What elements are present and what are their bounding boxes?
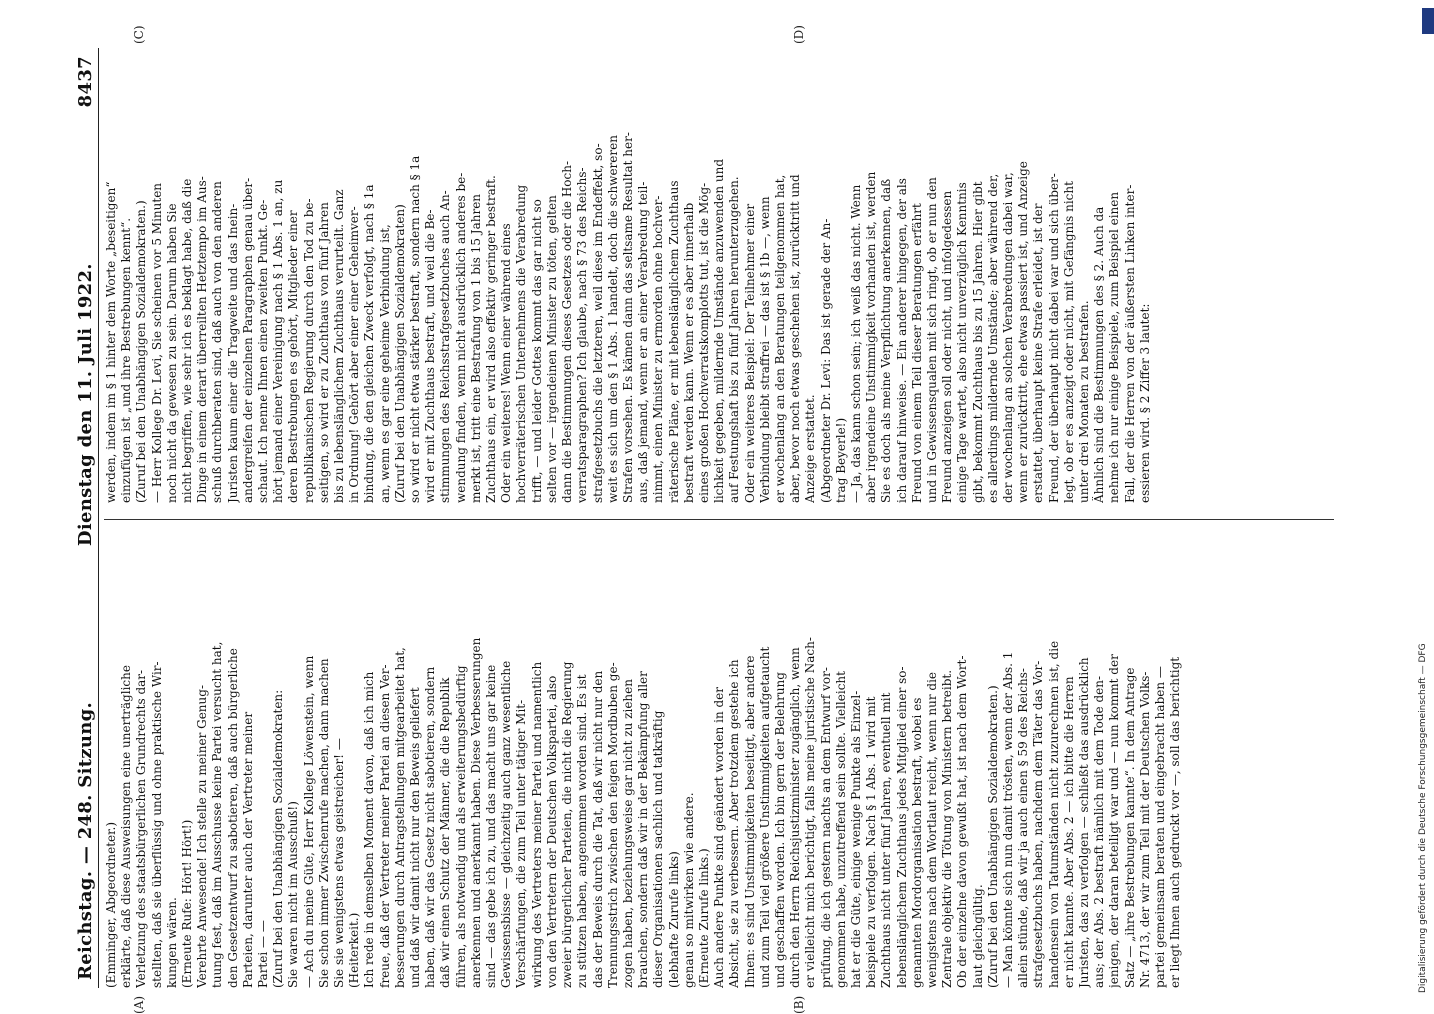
text-line: merkt ist, tritt eine Bestrafung von 1 bis 15 Jahren [468,193,483,503]
text-line: handensein von Tatumständen nicht zuzurechnen ist, die [1046,640,1061,988]
text-line: Anzeige erstattet. [803,394,818,503]
text-line: Zuchthaus ein, er wird also effektiv geringer bestraft. [484,175,499,503]
text-line: (Zuruf bei den Unabhängigen Sozialdemokraten) [392,204,407,503]
text-line: bindung, die den gleichen Zweck verfolgt, nach § 1a [362,184,377,503]
text-line: Sie waren nicht im Ausschuß!) [286,801,301,988]
text-line: weit es sich um den § 1 Abs. 1 handelt, doch die schwereren [605,135,620,503]
text-line: schaut. Ich nenne Ihnen einen zweiten Punkt. Ge- [256,199,271,503]
text-line: noch nicht da gewesen zu sein. Darum haben Sie [164,203,179,503]
text-line: an, wenn es gar eine geheime Verbindung ist, [377,224,392,503]
text-line: und in Gewissensqualen mit sich ringt, ob er nun den [924,177,939,503]
text-line: räterische Pläne, er mit lebenslänglichem Zuchthaus [666,180,681,503]
digitization-credit [1418,8,1434,993]
text-line: Satz — „ihre Bestrebungen kannte“. In dem Antrage [1122,667,1137,988]
header-session: Reichstag. — 248. Sitzung. [74,701,96,980]
text-line: selten vor — irgendeinen Minister zu töten, gelten [544,195,559,503]
text-line: (lebhafte Zurufe links) [666,851,681,988]
text-line: Zuchthaus nicht unter fünf Jahren, eventuell mit [879,692,894,988]
text-line: essieren wird. § 2 Ziffer 3 lautet: [1137,303,1152,503]
text-line: laut gleichgültig. [970,884,985,988]
text-line: Sie es doch als meine Verpflichtung anerkennen, daß [879,178,894,503]
page-header [72,48,99,988]
text-line: Dinge in einem derart überreilten Hetztempo im Aus- [195,176,210,503]
text-line: — Ja, das kann schon sein; ich weiß das nicht. Wenn [848,184,863,503]
text-line: Trennungsstrich zwischen den feigen Mordbuben ge- [605,662,620,988]
text-line: erstattet, überhaupt keine Strafe erleidet, ist der [1031,203,1046,503]
text-line: Nr. 4713, der wir zum Teil mit der Deutschen Volks- [1137,671,1152,988]
text-line: Freund von einem Teil dieser Beratungen erfährt [909,203,924,503]
text-line: — Man könnte sich nun damit trösten, wenn der Abs. 1 [1000,651,1015,988]
text-line: werden, indem im § 1 hinter dem Worte „beseitigen“ [104,181,118,503]
text-line: Gewissensbisse — gleichzeitig auch ganz wesentliche [499,660,514,988]
text-line: (Zuruf bei den Unabhängigen Sozialdemokraten: [271,689,286,988]
text-line: stimmungen des Reichsstrafgesetzbuches auch An- [438,190,453,503]
text-line: unter drei Monaten zu bestrafen. [1077,300,1091,503]
text-line: daß wir einen Schutz der Männer, die die Republik [438,677,453,988]
text-line: schuß durchberaten sind, daß auch von den anderen [210,181,225,503]
text-line: aber, bevor noch etwas geschehen ist, zurücktritt und [788,174,803,503]
text-line: aber irgendeine Unstimmigkeit vorhanden ist, werden [864,171,879,503]
text-line: Verbindung bleibt straffrei — das ist § 1b —, wenn [757,196,772,503]
text-line: — Ach du meine Güte, Herr Kollege Löwenstein, wenn [301,655,316,988]
text-line: freue, daß der Vertreter meiner Partei an diesen Ver- [377,664,392,988]
text-line: Strafen vorsehen. Es kämen dann das seltsame Resultat her- [620,132,635,503]
header-page-number: 8437 [74,56,96,108]
text-line: Juristen kaum einer die Tragweite und das Inein- [225,203,240,503]
text-line: Verletzung des staatsbürgerlichen Grundrechts dar- [134,669,149,988]
text-line: stellten, daß sie überflüssig und ohne praktische Wir- [149,661,164,988]
text-line: bestraft werden kann. Wenn er es aber innerhalb [681,202,696,503]
text-line: und geschaffen worden. Ich bin gern der Belehrung [772,672,787,988]
text-line: deren Bestrebungen es gehört, Mitglieder einer [286,210,301,503]
left-column [104,533,1334,988]
text-line: hört jemand einer Vereinigung nach § 1 Abs. 1 an, zu [271,179,286,503]
text-line: besserungen durch Antragstellungen mitgearbeitet hat, [392,647,407,988]
text-line: (Emminger, Abgeordneter.) [104,821,118,988]
text-line: genannten Mordorganisation bestraft, wobei es [909,697,924,988]
text-line: trag Beyerle!) [833,417,848,503]
text-line: Freund, der überhaupt nicht dabei war und sich über- [1046,173,1061,503]
text-line: bis zu lebenslänglichem Zuchthaus verurteilt. Ganz [332,189,347,503]
text-line: lebenslänglichem Zuchthaus jedes Mitglied einer so- [894,666,909,988]
text-line: trifft, — und leider Gottes kommt das gar nicht so [529,199,544,503]
text-line: Zentrale objektiv die Tötung von Ministern betreibt. [940,669,955,988]
text-line: so wird er nicht etwa stärker bestraft, sondern nach § 1a [408,155,423,503]
text-line: zu stützen haben, angenommen worden sind. Es ist [575,674,590,988]
text-line: eines großen Hochverratskomplotts tut, ist die Mög- [696,182,711,503]
marker-d: (D) [792,25,806,44]
text-line: wendung finden, wenn nicht ausdrücklich anderes be- [453,172,468,503]
text-line: wenigstens nach dem Wortlaut reicht, wenn nur die [924,671,939,988]
text-line: beispiele zu verfolgen. Nach § 1 Abs. 1 wird mit [864,696,879,988]
text-line: strafgesetzbuchs haben, nachdem dem Täter das Vor- [1031,660,1046,988]
text-line: sind — das gebe ich zu, und das macht uns gar keine [484,664,499,988]
text-line: er vielleicht mich berichtigt, falls meine juristische Nach- [803,637,818,988]
text-line: Sie schon immer Zwischenrufe machen, dann machen [316,658,331,988]
text-line: nehme ich nur einige Beispiele, zum Beispiel einen [1107,191,1122,503]
text-line: seitigen, so wird er zu Zuchthaus von fünf Jahren [316,202,331,503]
right-column [104,48,1334,503]
text-line: aus, daß jemand, wenn er an einer Verabredung teil- [636,181,651,503]
text-line: auf Festungshaft bis zu fünf Jahren herunterzugehen. [727,176,742,503]
text-line: (Zuruf bei den Unabhängigen Sozialdemokraten.) [134,200,149,503]
text-line: einzufügen ist „und ihre Bestrebungen kennt“. [119,217,134,503]
text-line: durch den Herrn Reichsjustizminister zugänglich, wenn [788,647,803,988]
text-line: lichkeit gegeben, mildernde Umstände anzuwenden und [712,158,727,503]
text-line: andergreifen der einzelnen Paragraphen genau über- [240,177,255,503]
text-line: gibt, bekommt Zuchthaus bis zu 15 Jahren. Hier gibt [970,181,985,503]
marker-b: (B) [792,995,806,1014]
text-line: genommen habe, unzutreffend sein sollte. Vielleicht [833,671,848,988]
text-line: nimmt, einen Minister zu ermorden ohne hochver- [651,195,666,503]
text-line: erklärte, daß diese Ausweisungen eine unerträgliche [119,665,134,988]
text-line: Oder ein weiteres Beispiel: Der Teilnehmer einer [742,203,757,503]
text-line: jenigen, der daran beteiligt war und — nun kommt der [1107,654,1122,988]
text-line: Partei — — [256,920,271,988]
text-line: einige Tage wartet, also nicht unverzüglich Kenntnis [955,182,970,503]
text-line: von den Vertretern der Deutschen Volkspartei, also [544,675,559,988]
text-line: prüfung, die ich gestern nachts an dem Entwurf vor- [818,667,833,988]
text-line: führen, als notwendig und als erweiterungsbedürftig [453,665,468,988]
text-line: (Erneute Zurufe links.) [696,848,711,988]
text-line: haben, daß wir das Gesetz nicht sabotieren, sondern [423,666,438,988]
text-line: wenn er zurücktritt, ehe etwas passiert ist, und Anzeige [1016,161,1031,503]
text-line: zweier bürgerlicher Parteien, die nicht die Regierung [560,661,575,988]
text-line: Parteien, darunter auch der Vertreter meiner [240,711,255,988]
text-line: (Erneute Rufe: Hört! Hört!) [180,819,195,988]
text-line: strafgesetzbuchs die letzteren, weil diese im Endeffekt, so- [590,143,605,503]
marker-a: (A) [132,995,146,1014]
text-line: genau so mitwirken wie andere. [681,792,696,988]
text-line: — Herr Kollege Dr. Levi, Sie scheinen vor 5 Minuten [149,182,164,503]
text-line: aus; der Abs. 2 bestraft nämlich mit dem Tode den- [1092,675,1107,988]
text-line: Oder ein weiteres! Wenn einer während eines [499,223,514,503]
text-line: wird er mit Zuchthaus bestraft, und weil die Be- [423,209,438,503]
text-line: er wochenlang an den Beratungen teilgenommen hat, [772,174,787,503]
marker-c: (C) [132,25,146,44]
text-line: und daß wir damit nicht nur den Beweis geliefert [408,687,423,988]
text-line: wirkung des Vertreters meiner Partei und namentlich [529,661,544,988]
text-line: (Abgeordneter Dr. Levi: Das ist gerade der An- [818,218,833,503]
text-line: und zum Teil viel größere Unstimmigkeiten aufgetaucht [757,646,772,988]
text-line: er liegt Ihnen auch gedruckt vor —, soll das berichtigt [1168,656,1183,988]
header-date: Dienstag den 11. Juli 1922. [74,263,96,547]
column-rule [104,519,1334,520]
text-line: kungen wären. [164,897,179,988]
text-line: hochverräterischen Unternehmens die Verabredung [514,184,529,503]
text-line: Sie sie wenigstens etwas geistreicher! — [332,738,347,988]
text-line: Ihnen: es sind Unstimmigkeiten beseitigt, aber andere [742,655,757,988]
text-line: der wochenlang an solchen Verabredungen dabei war, [1000,172,1015,503]
text-line: republikanischen Regierung durch den Tod zu be- [301,198,316,503]
text-line: nicht begriffen, wie sehr ich es beklagt habe, daß die [180,178,195,503]
text-line: den Gesetzentwurf zu sabotieren, daß auch bürgerliche [225,648,240,988]
rotated-document-page [72,25,1342,1014]
text-line: Freund anzeigen soll oder nicht, und infolgedessen [940,190,955,503]
text-line: das der Beweis durch die Tat, daß wir nicht nur den [590,670,605,988]
text-line: dieser Organisationen sachlich und tatkräftig [651,710,666,988]
text-line: es allerdings mildernde Umstände; aber während der, [985,173,1000,503]
text-line: brauchen, sondern daß wir in der Bekämpfung aller [636,671,651,988]
text-line: (Heiterkeit.) [347,912,362,988]
text-line: in Ordnung! Gehört aber einer einer Geheimver- [347,206,362,503]
text-line: verratsparagraphen? Ich glaube, nach § 73 des Reichs- [575,167,590,503]
text-line: Auch andere Punkte sind geändert worden in der [712,686,727,988]
text-line: Absicht, sie zu verbessern. Aber trotzdem gestehe ich [727,659,742,988]
text-line: tuung fest, daß im Ausschusse keine Partei versucht hat, [210,641,225,988]
text-line: anerkennen und anerkannt haben. Diese Verbesserungen [468,637,483,988]
text-line: (Zuruf bei den Unabhängigen Sozialdemokraten.) [985,685,1000,988]
text-line: Verehrte Anwesende! Ich stelle zu meiner Genug- [195,684,210,988]
text-line: er nicht kannte. Aber Abs. 2 — ich bitte die Herren [1061,676,1076,988]
text-line: Ich rede in demselben Moment davon, daß ich mich [362,671,377,988]
text-line: partei gemeinsam beraten und eingebracht haben — [1153,666,1168,988]
text-line: allein stünde, daß wir ja auch einen § 59 des Reichs- [1016,668,1031,988]
text-line: zogen haben, beziehungsweise gar nicht zu ziehen [620,679,635,988]
text-line: Ähnlich sind die Bestimmungen des § 2. Auch da [1092,206,1107,503]
text-line: Fall, der die Herren von der äußersten Linken inter- [1122,184,1137,503]
credit-text: Digitalisierung gefördert durch die Deutsche Forschungsgemeinschaft — DFG [1418,643,1428,993]
text-line: legt, ob er es anzeigt oder nicht, mit Gefängnis nicht [1061,181,1076,503]
text-line: Ob der einzelne davon gewußt hat, ist nach dem Wort- [955,655,970,988]
text-line: dann die Bestimmungen dieses Gesetzes oder die Hoch- [560,160,575,503]
text-line: hat er die Güte, einige wenige Punkte als Einzel- [848,690,863,988]
text-line: Verschärfungen, die zum Teil unter tätiger Mit- [514,699,529,988]
text-line: ich darauf hinweise. — Ein anderer hingegen, der als [894,178,909,503]
text-line: Juristen, das zu verfolgen — schließt das ausdrücklich [1077,657,1091,988]
